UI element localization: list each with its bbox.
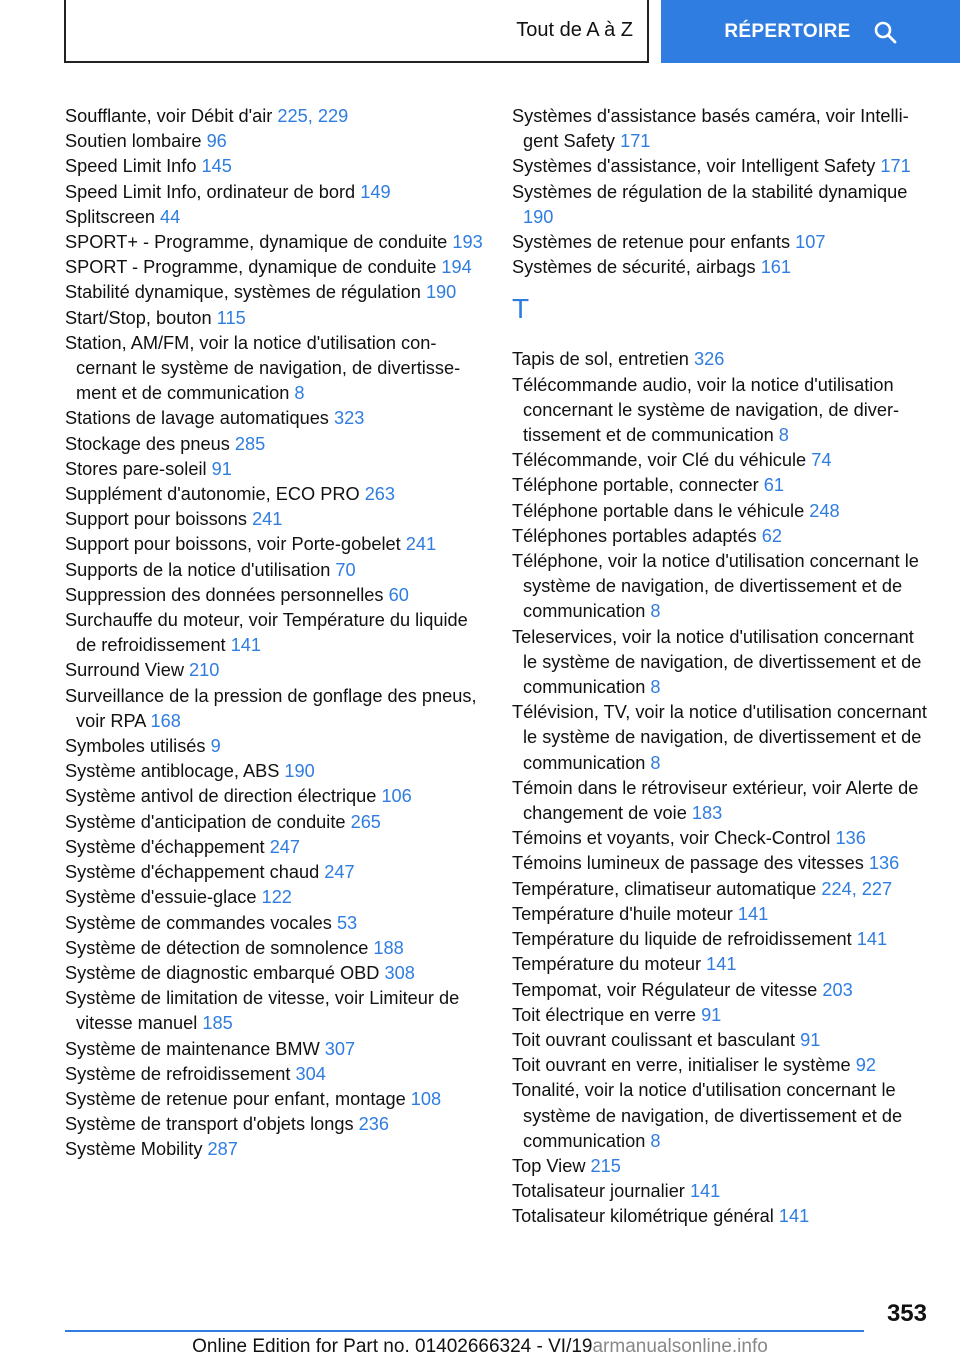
entry-text: Système de détection de somnolence	[65, 937, 369, 958]
index-entry	[65, 860, 485, 885]
index-entry	[65, 734, 485, 759]
tab-label: RÉPERTOIRE	[724, 20, 851, 42]
entry-page-link[interactable]: 194	[441, 257, 472, 278]
entry-text: Système de transport d'objets longs	[65, 1114, 354, 1135]
entry-text: Support pour boissons, voir Porte-gobelet	[65, 534, 401, 555]
entry-page-link[interactable]: 91	[800, 1029, 821, 1050]
entry-text: Téléphones portables adaptés	[512, 525, 757, 546]
entry-page-link[interactable]: 108	[410, 1088, 442, 1109]
section-letter: T	[512, 293, 530, 325]
index-entry	[512, 448, 932, 473]
index-entry	[512, 524, 932, 549]
entry-page-link[interactable]: 304	[295, 1063, 326, 1084]
entry-text: Teleservices, voir la notice d'utilisation concernant le système de navigation, de divertissement et de communication	[512, 626, 922, 698]
entry-text: Température d'huile moteur	[512, 903, 733, 924]
footer-edition: Online Edition for Part no. 01402666324 - VI/19	[192, 1336, 593, 1357]
index-entry	[512, 1078, 932, 1154]
footer	[0, 1336, 960, 1358]
entry-text: Totalisateur kilométrique général	[512, 1206, 774, 1227]
entry-page-link[interactable]: 136	[868, 853, 900, 874]
entry-page-link[interactable]: 74	[811, 450, 832, 471]
entry-text: Systèmes de retenue pour enfants	[512, 232, 791, 253]
entry-page-link[interactable]: 122	[261, 887, 292, 908]
index-entry	[65, 331, 485, 407]
entry-page-link[interactable]: 247	[324, 862, 355, 883]
index-entry	[512, 700, 932, 776]
entry-page-link[interactable]: 106	[381, 786, 412, 807]
entry-text: Tempomat, voir Régulateur de vitesse	[512, 979, 818, 1000]
entry-page-link[interactable]: 91	[701, 1004, 722, 1025]
index-entry	[65, 129, 485, 154]
index-entry	[65, 558, 485, 583]
entry-page-link[interactable]: 236	[358, 1114, 389, 1135]
entry-text: Tonalité, voir la notice d'utilisation concernant le système de navigation, de divertissement et de communication	[512, 1080, 903, 1151]
entry-text: Totalisateur journalier	[512, 1181, 685, 1202]
index-entry	[65, 1112, 485, 1137]
index-entry	[65, 532, 485, 557]
page-number: 353	[886, 1300, 927, 1327]
index-entry	[512, 230, 932, 255]
entry-page-link[interactable]: 141	[856, 929, 888, 950]
entry-text: Soufflante, voir Débit d'air	[65, 106, 273, 126]
entry-page-link[interactable]: 96	[206, 131, 227, 152]
entry-page-link[interactable]: 171	[880, 156, 911, 177]
entry-text: Stockage des pneus	[65, 433, 230, 454]
index-entry	[512, 255, 932, 280]
entry-text: Température, climatiseur automatique	[512, 878, 817, 899]
entry-page-link[interactable]: 61	[763, 475, 785, 496]
entry-page-link[interactable]: 285	[234, 433, 266, 454]
entry-page-link[interactable]: 193	[452, 232, 483, 253]
entry-page-link[interactable]: 171	[620, 131, 651, 152]
entry-text: Température du liquide de refroidissement	[512, 929, 852, 950]
entry-text: Système de refroidissement	[65, 1063, 291, 1084]
entry-page-link[interactable]: 190	[523, 206, 554, 227]
entry-page-link[interactable]: 287	[207, 1139, 238, 1160]
index-entry	[512, 104, 932, 154]
entry-text: Speed Limit Info	[65, 156, 197, 177]
index-entry	[65, 583, 485, 608]
index-entry	[512, 373, 932, 449]
entry-text: Système de retenue pour enfant, montage	[65, 1088, 406, 1109]
index-entry	[65, 205, 485, 230]
tab-label: Tout de A à Z	[516, 19, 633, 41]
index-entry	[65, 255, 485, 280]
index-entry	[65, 936, 485, 961]
index-entry	[65, 684, 485, 734]
entry-text: Toit ouvrant en verre, initialiser le système	[512, 1055, 851, 1076]
entry-page-link[interactable]: 190	[284, 761, 315, 782]
entry-text: Surveillance de la pression de gonflage des pneus, voir RPA	[65, 685, 477, 731]
entry-text: Témoins et voyants, voir Check-Control	[512, 828, 831, 849]
entry-text: SPORT - Programme, dynamique de conduite	[65, 257, 437, 278]
index-entry	[512, 978, 932, 1003]
index-entry	[65, 810, 485, 835]
entry-text: Systèmes de régulation de la stabilité dynamique	[512, 181, 908, 202]
entry-text: Systèmes de sécurité, airbags	[512, 257, 756, 278]
index-entry	[512, 1154, 932, 1179]
entry-page-link[interactable]: 215	[590, 1155, 621, 1176]
entry-page-link[interactable]: 247	[269, 836, 301, 857]
index-entry	[65, 280, 485, 305]
entry-text: Température du moteur	[512, 954, 702, 975]
entry-page-link[interactable]: 141	[737, 903, 769, 924]
index-entry	[512, 952, 932, 977]
entry-text: Système d'échappement	[65, 836, 265, 857]
entry-page-link[interactable]: 168	[150, 710, 181, 731]
entry-text: Stabilité dynamique, systèmes de régulation	[65, 282, 421, 303]
index-entry	[512, 1179, 932, 1204]
entry-text: Système d'anticipation de conduite	[65, 811, 346, 832]
footer-rule	[65, 1330, 864, 1332]
entry-text: Supports de la notice d'utilisation	[65, 559, 331, 580]
index-entry	[65, 658, 485, 683]
entry-text: Télécommande audio, voir la notice d'utilisation concernant le système de navigation, de divertissement et de communication	[512, 374, 900, 446]
index-entry	[512, 877, 932, 902]
index-entry	[65, 608, 485, 658]
entry-page-link[interactable]: 161	[760, 257, 792, 278]
entry-text: Surchauffe du moteur, voir Température du liquide de refroidissement	[65, 610, 468, 656]
entry-page-link[interactable]: 8	[650, 1130, 661, 1151]
entry-page-link[interactable]: 241	[252, 509, 283, 530]
entry-page-link[interactable]: 265	[350, 811, 381, 832]
index-entry	[65, 406, 485, 431]
tab-tout-de-a-a-z[interactable]	[64, 0, 649, 63]
index-entry	[512, 499, 932, 524]
index-entry	[512, 826, 932, 851]
index-entry	[65, 1137, 485, 1162]
entry-text: Systèmes d'assistance, voir Intelligent Safety	[512, 156, 876, 177]
index-entry	[65, 104, 485, 129]
entry-text: Témoin dans le rétroviseur extérieur, voir Alerte de changement de voie	[512, 777, 919, 824]
index-column-left	[65, 104, 485, 1163]
index-entry	[512, 154, 932, 179]
entry-text: Speed Limit Info, ordinateur de bord	[65, 181, 356, 202]
entry-page-link[interactable]: 141	[230, 635, 262, 656]
entry-page-link[interactable]: 190	[425, 282, 457, 303]
entry-page-link[interactable]: 107	[795, 232, 826, 253]
entry-page-link[interactable]: 136	[835, 828, 866, 849]
index-entry	[65, 180, 485, 205]
entry-page-link[interactable]: 8	[650, 752, 661, 773]
entry-text: Soutien lombaire	[65, 131, 202, 152]
entry-text: Splitscreen	[65, 206, 155, 227]
entry-page-link[interactable]: 308	[384, 962, 415, 983]
entry-page-link[interactable]: 53	[336, 912, 358, 933]
index-entry	[65, 432, 485, 457]
entry-text: Suppression des données personnelles	[65, 584, 384, 605]
entry-page-link[interactable]: 210	[189, 660, 220, 681]
entry-text: Toit électrique en verre	[512, 1004, 696, 1025]
entry-page-link[interactable]: 8	[650, 601, 661, 622]
entry-page-link[interactable]: 225, 229	[277, 106, 349, 126]
index-entry	[65, 759, 485, 784]
index-entry	[65, 885, 485, 910]
index-entry	[65, 961, 485, 986]
search-icon[interactable]	[873, 20, 897, 44]
entry-page-link[interactable]: 115	[216, 307, 246, 328]
index-entry	[512, 1204, 932, 1229]
index-entry	[512, 776, 932, 826]
entry-page-link[interactable]: 141	[778, 1206, 810, 1227]
entry-text: Système de limitation de vitesse, voir Limiteur de vitesse manuel	[65, 988, 460, 1034]
index-entry	[65, 784, 485, 809]
entry-text: Stations de lavage automatiques	[65, 408, 329, 429]
entry-page-link[interactable]: 141	[689, 1181, 721, 1202]
entry-text: Télévision, TV, voir la notice d'utilisation concernant le système de navigation, de divertissement et de communication	[512, 702, 927, 773]
entry-page-link[interactable]: 44	[160, 206, 181, 227]
index-entry	[65, 154, 485, 179]
entry-page-link[interactable]: 326	[694, 349, 725, 370]
entry-page-link[interactable]: 92	[855, 1055, 876, 1076]
entry-text: Téléphone portable, connecter	[512, 475, 759, 496]
entry-text: Toit ouvrant coulissant et basculant	[512, 1029, 796, 1050]
entry-text: Téléphone, voir la notice d'utilisation concernant le système de navigation, de divertissement et de communication	[512, 551, 919, 622]
entry-page-link[interactable]: 241	[405, 534, 437, 555]
entry-page-link[interactable]: 188	[373, 937, 404, 958]
index-entry	[65, 911, 485, 936]
index-entry	[65, 835, 485, 860]
entry-page-link[interactable]: 203	[822, 979, 853, 1000]
index-entry	[65, 1037, 485, 1062]
entry-page-link[interactable]: 8	[650, 677, 661, 698]
index-entry	[65, 507, 485, 532]
entry-text: Téléphone portable dans le véhicule	[512, 500, 805, 521]
entry-text: Système antiblocage, ABS	[65, 761, 280, 782]
entry-text: SPORT+ - Programme, dynamique de conduite	[65, 232, 448, 253]
index-entry	[512, 625, 932, 701]
index-entry	[65, 230, 485, 255]
entry-page-link[interactable]: 60	[388, 584, 409, 605]
entry-page-link[interactable]: 248	[809, 500, 840, 521]
entry-page-link[interactable]: 185	[202, 1013, 233, 1034]
index-entry	[512, 1053, 932, 1078]
entry-text: Système d'essuie-glace	[65, 887, 257, 908]
entry-text: Système antivol de direction électrique	[65, 786, 377, 807]
entry-page-link[interactable]: 9	[210, 736, 221, 757]
entry-text: Système de commandes vocales	[65, 912, 332, 933]
entry-page-link[interactable]: 307	[324, 1038, 356, 1059]
entry-text: Tapis de sol, entretien	[512, 349, 689, 370]
entry-text: Système Mobility	[65, 1139, 203, 1160]
entry-text: Système d'échappement chaud	[65, 862, 320, 883]
entry-text: Télécommande, voir Clé du véhicule	[512, 450, 807, 471]
entry-text: Symboles utilisés	[65, 736, 206, 757]
entry-text: Témoins lumineux de passage des vitesses	[512, 853, 864, 874]
entry-page-link[interactable]: 224, 227	[821, 878, 893, 899]
entry-page-link[interactable]: 62	[761, 525, 782, 546]
index-entry	[65, 1087, 485, 1112]
entry-text: Support pour boissons	[65, 509, 247, 530]
entry-text: Station, AM/FM, voir la notice d'utilisation concernant le système de navigation, de divertissement et de communication	[65, 332, 461, 404]
index-column-right	[512, 104, 932, 1230]
entry-text: Système de diagnostic embarqué OBD	[65, 962, 380, 983]
index-entry	[512, 180, 932, 230]
index-entry	[512, 902, 932, 927]
index-entry	[65, 457, 485, 482]
entry-page-link[interactable]: 263	[364, 484, 396, 505]
index-entry	[512, 473, 932, 498]
entry-text: Supplément d'autonomie, ECO PRO	[65, 484, 360, 505]
entry-page-link[interactable]: 183	[691, 803, 723, 824]
index-entry	[65, 482, 485, 507]
index-entry	[512, 927, 932, 952]
index-entry	[512, 851, 932, 876]
entry-page-link[interactable]: 323	[333, 408, 365, 429]
entry-text: Top View	[512, 1155, 586, 1176]
index-entry	[65, 986, 485, 1036]
entry-text: Surround View	[65, 660, 184, 681]
entry-text: Start/Stop, bouton	[65, 307, 212, 328]
footer-watermark: armanualsonline.info	[592, 1336, 768, 1357]
index-entry	[512, 1028, 932, 1053]
entry-text: Systèmes d'assistance basés caméra, voir Intelligent Safety	[512, 106, 909, 152]
index-entry	[512, 549, 932, 625]
index-entry	[512, 1003, 932, 1028]
entry-page-link[interactable]: 149	[360, 181, 391, 202]
entry-text: Stores pare-soleil	[65, 458, 207, 479]
entry-page-link[interactable]: 8	[294, 383, 305, 404]
entry-page-link[interactable]: 141	[706, 954, 737, 975]
entry-text: Système de maintenance BMW	[65, 1038, 320, 1059]
entry-page-link[interactable]: 145	[201, 156, 232, 177]
tab-repertoire[interactable]	[661, 0, 960, 63]
entry-page-link[interactable]: 91	[211, 458, 232, 479]
entry-page-link[interactable]: 8	[778, 425, 789, 446]
entry-page-link[interactable]: 70	[335, 559, 356, 580]
index-entry	[65, 1062, 485, 1087]
index-entry	[512, 347, 932, 372]
index-entry	[65, 306, 485, 331]
